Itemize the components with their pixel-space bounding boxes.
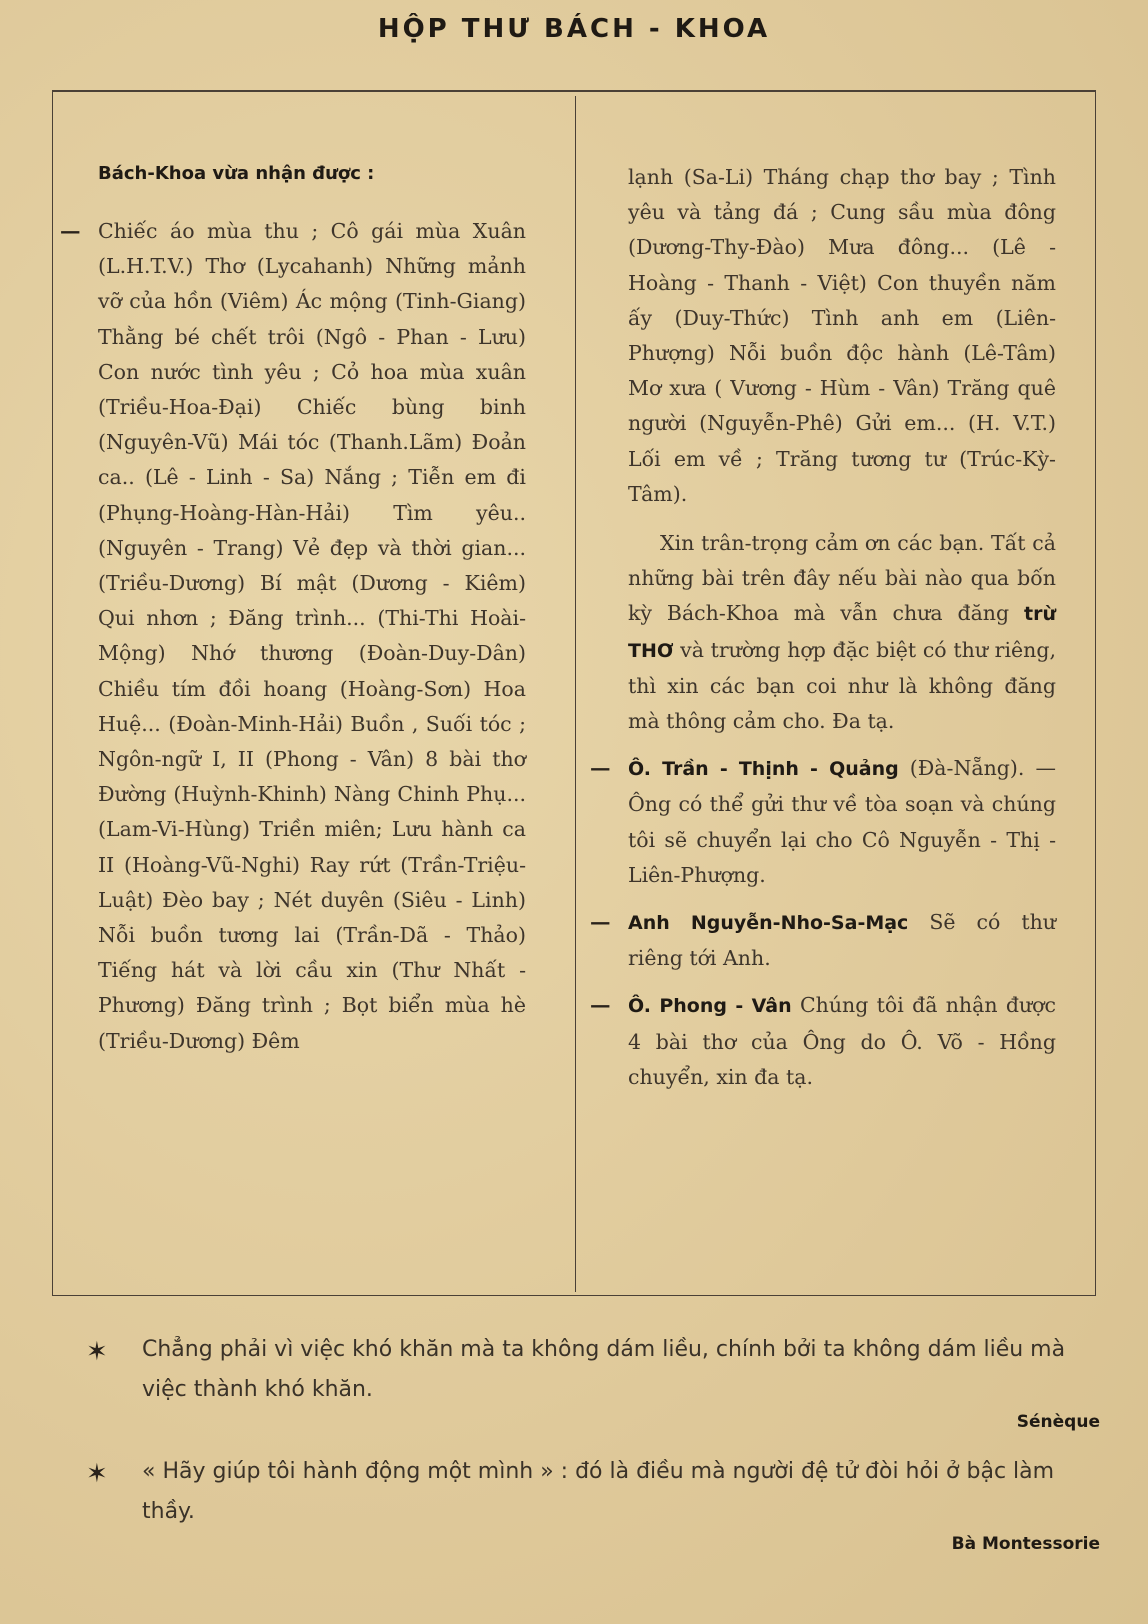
- quote-1: [86, 1330, 1100, 1410]
- reply-recipient-1: Ô. Trần - Thịnh - Quảng: [628, 758, 899, 781]
- dash-marker: —: [590, 993, 611, 1018]
- received-heading: Bách-Khoa vừa nhận được :: [98, 163, 375, 184]
- received-list-text: Chiếc áo mùa thu ; Cô gái mùa Xuân (L.H.T.V.) Thơ (Lycahanh) Những mảnh vỡ của hồn (Viêm) Ác mộng (Tinh-Giang) Thằng bé chết trôi (Ngô - Phan - Lưu) Con nước tình yêu ; Cỏ hoa mùa xuân (Triều-Hoa-Đại) Chiếc bùng binh (Nguyên-Vũ) Mái tóc (Thanh.Lãm) Đoản ca.. (Lê - Linh - Sa) Nắng ; Tiễn em đi (Phụng-Hoàng-Hàn-Hải) Tìm yêu.. (Nguyên - Trang) Vẻ đẹp và thời gian... (Triều-Dương) Bí mật (Dương - Kiêm) Qui nhơn ; Đăng trình... (Thi-Thi Hoài-Mộng) Nhớ thương (Đoàn-Duy-Dân) Chiều tím đồi hoang (Hoàng-Sơn) Hoa Huệ... (Đoàn-Minh-Hải) Buồn , Suối tóc ; Ngôn-ngữ I, II (Phong - Vân) 8 bài thơ Đường (Huỳnh-Khinh) Nàng Chinh Phụ... (Lam-Vi-Hùng) Triền miên; Lưu hành ca II (Hoàng-Vũ-Nghi) Ray rứt (Trần-Triệu-Luật) Đèo bay ; Nét duyên (Siêu - Linh) Nỗi buồn tương lai (Trần-Dã - Thảo) Tiếng hát và lời cầu xin (Thư Nhất - Phương) Đăng trình ; Bọt biển mùa hè (Triều-Dương) Đêm: [98, 219, 526, 1053]
- reply-item-3: [590, 988, 1056, 1095]
- right-column: [590, 160, 1056, 1095]
- reply-recipient-3: Ô. Phong - Vân: [628, 995, 792, 1018]
- quotes-section: [86, 1330, 1100, 1556]
- quote-2: [86, 1452, 1100, 1532]
- dash-marker: —: [590, 756, 611, 781]
- reply-item-1: [590, 751, 1056, 893]
- quote-text: Chẳng phải vì việc khó khăn mà ta không dám liều, chính bởi ta không dám liều mà việc thành khó khăn.: [142, 1337, 1066, 1402]
- left-column: [60, 160, 526, 1059]
- reply-text-1: (Đà-Nẵng). — Ông có thể gửi thư về tòa soạn và chúng tôi sẽ chuyển lại cho Cô Nguyễn - Thị - Liên-Phượng.: [628, 756, 1056, 887]
- reply-recipient-2: Anh Nguyễn-Nho-Sa-Mạc: [628, 912, 909, 935]
- reply-item-2: [590, 905, 1056, 976]
- column-divider: [575, 96, 576, 1292]
- quote-text: « Hãy giúp tôi hành động một mình » : đó là điều mà người đệ tử đòi hỏi ở bậc làm thầy.: [142, 1459, 1055, 1524]
- thanks-paragraph: [628, 526, 1056, 739]
- thanks-text-before: Xin trân-trọng cảm ơn các bạn. Tất cả những bài trên đây nếu bài nào qua bốn kỳ Bách-Khoa mà vẫn chưa đăng: [628, 531, 1056, 626]
- star-bullet-icon: ✶: [86, 1459, 108, 1489]
- thanks-text-after: và trường hợp đặc biệt có thư riêng, thì xin các bạn coi như là không đăng mà thông cảm cho. Đa tạ.: [628, 637, 1056, 734]
- page-title: HỘP THƯ BÁCH - KHOA: [377, 14, 771, 44]
- quote-author: Sénèque: [1016, 1412, 1100, 1432]
- dash-marker: —: [590, 910, 611, 935]
- quote-author: Bà Montessorie: [951, 1534, 1100, 1554]
- received-list-continuation: lạnh (Sa-Li) Tháng chạp thơ bay ; Tình yêu và tảng đá ; Cung sầu mùa đông (Dương-Thy-Đào) Mưa đông... (Lê - Hoàng - Thanh - Việt) Con thuyền năm ấy (Duy-Thức) Tình anh em (Liên-Phượng) Nỗi buồn độc hành (Lê-Tâm) Mơ xưa ( Vương - Hùm - Vân) Trăng quê người (Nguyễn-Phê) Gửi em... (H. V.T.) Lối em về ; Trăng tương tư (Trúc-Kỳ-Tâm).: [628, 165, 1056, 506]
- reply-text-2: Sẽ có thư riêng tới Anh.: [628, 910, 1056, 971]
- thanks-bold: trừ THƠ: [628, 603, 1056, 662]
- star-bullet-icon: ✶: [86, 1337, 108, 1367]
- dash-marker: —: [60, 219, 81, 243]
- received-list: [60, 214, 526, 1059]
- reply-text-3: Chúng tôi đã nhận được 4 bài thơ của Ông do Ô. Võ - Hồng chuyển, xin đa tạ.: [628, 993, 1056, 1089]
